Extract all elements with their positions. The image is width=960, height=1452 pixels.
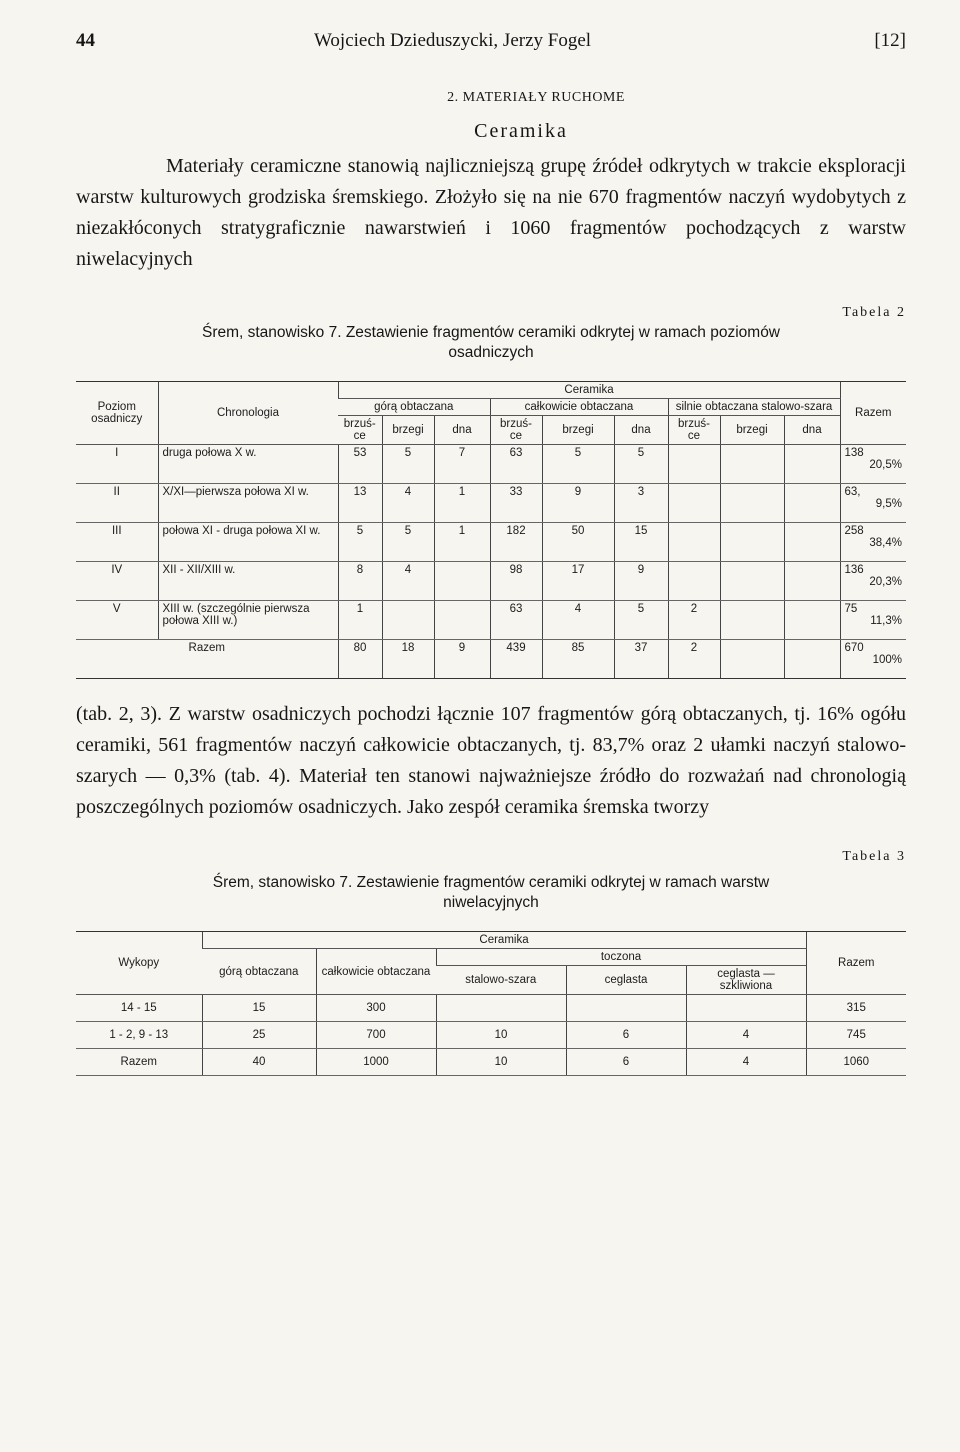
total-cell: 1060 xyxy=(806,1049,906,1076)
count-cell: 98 xyxy=(490,562,542,601)
count-cell: 37 xyxy=(614,640,668,679)
header-ceglasta: ceglasta xyxy=(566,966,686,995)
count-cell: 13 xyxy=(338,484,382,523)
count-cell: 25 xyxy=(202,1022,316,1049)
page xyxy=(76,30,906,1076)
count-cell: 9 xyxy=(614,562,668,601)
wykop-cell: 1 - 2, 9 - 13 xyxy=(76,1022,202,1049)
count-cell: 4 xyxy=(686,1022,806,1049)
total-count: 136 xyxy=(844,564,864,576)
count-cell: 2 xyxy=(668,601,720,640)
chronology-cell: połowa XI - druga połowa XI w. xyxy=(158,523,338,562)
chronology-cell: druga połowa X w. xyxy=(158,445,338,484)
table-row xyxy=(76,995,906,1022)
table-3-body xyxy=(76,995,906,1076)
count-cell xyxy=(784,523,840,562)
wykop-cell: Razem xyxy=(76,1049,202,1076)
paragraph-2-text: (tab. 2, 3). Z warstw osadniczych pochodzi łącznie 107 fragmentów górą obtaczanych, tj. 16% ogółu ceramiki, 561 fragmentów naczyń całkowicie obtaczanych, tj. 83,7% oraz 2 ułamki naczyń stalowo-szarych — 0,3% (tab. 4). Materiał ten stanowi najważniejsze źródło do rozważań nad chronologią poszczególnych poziomów osadniczych. Jako zespół ceramika śremska tworzy xyxy=(76,703,906,818)
count-cell: 9 xyxy=(542,484,614,523)
table-row xyxy=(76,1049,906,1076)
total-percent: 20,5% xyxy=(869,459,902,471)
table-3 xyxy=(76,931,906,1076)
count-cell: 10 xyxy=(436,1049,566,1076)
count-cell: 33 xyxy=(490,484,542,523)
header-razem: Razem xyxy=(806,932,906,995)
header-toczona: toczona xyxy=(436,949,806,966)
table-3-caption xyxy=(76,873,906,913)
level-cell: II xyxy=(76,484,158,523)
count-cell: 15 xyxy=(614,523,668,562)
subsection-title: Ceramika xyxy=(474,120,568,142)
paragraph-2 xyxy=(76,699,906,823)
count-cell: 439 xyxy=(490,640,542,679)
header-silnie-obtaczana: silnie obtaczana stalowo-szara xyxy=(668,399,840,416)
count-cell: 300 xyxy=(316,995,436,1022)
header-ceglasta-szkliwiona: ceglasta — szkliwiona xyxy=(686,966,806,995)
table-2-label: Tabela 2 xyxy=(842,305,906,320)
count-cell xyxy=(566,995,686,1022)
count-cell: 4 xyxy=(542,601,614,640)
count-cell: 8 xyxy=(338,562,382,601)
total-cell: 745 xyxy=(806,1022,906,1049)
count-cell xyxy=(720,445,784,484)
count-cell: 50 xyxy=(542,523,614,562)
count-cell: 85 xyxy=(542,640,614,679)
count-cell: 5 xyxy=(614,445,668,484)
count-cell: 5 xyxy=(614,601,668,640)
header-brzusce: brzuś-ce xyxy=(490,416,542,445)
table-2 xyxy=(76,381,906,679)
total-cell xyxy=(840,484,906,523)
header-brzegi: brzegi xyxy=(542,416,614,445)
count-cell: 6 xyxy=(566,1049,686,1076)
table-2-caption-line-2: osadniczych xyxy=(448,344,534,361)
count-cell: 40 xyxy=(202,1049,316,1076)
count-cell xyxy=(784,562,840,601)
count-cell xyxy=(720,484,784,523)
table-row xyxy=(76,523,906,562)
table-3-caption-line-1: Śrem, stanowisko 7. Zestawienie fragmentów ceramiki odkrytej w ramach warstw xyxy=(212,874,770,891)
count-cell: 1 xyxy=(434,484,490,523)
section-title: 2. MATERIAŁY RUCHOME xyxy=(447,90,625,105)
section-reference: [12] xyxy=(874,30,906,51)
header-dna: dna xyxy=(784,416,840,445)
table-2-caption-line-1: Śrem, stanowisko 7. Zestawienie fragmentów ceramiki odkrytej w ramach poziomów xyxy=(201,324,781,341)
count-cell: 182 xyxy=(490,523,542,562)
header-dna: dna xyxy=(614,416,668,445)
total-percent: 11,3% xyxy=(870,615,902,627)
count-cell xyxy=(720,601,784,640)
table-row xyxy=(76,601,906,640)
level-cell: IV xyxy=(76,562,158,601)
count-cell: 10 xyxy=(436,1022,566,1049)
count-cell: 17 xyxy=(542,562,614,601)
running-head-authors: Wojciech Dzieduszycki, Jerzy Fogel xyxy=(314,30,592,51)
sum-label-cell: Razem xyxy=(76,640,338,679)
count-cell: 53 xyxy=(338,445,382,484)
header-calkowicie-obtaczana: całkowicie obtaczana xyxy=(490,399,668,416)
header-poziom: Poziom osadniczy xyxy=(76,382,158,445)
total-count: 258 xyxy=(844,525,864,537)
header-ceramika: Ceramika xyxy=(338,382,840,399)
count-cell: 1000 xyxy=(316,1049,436,1076)
total-cell xyxy=(840,601,906,640)
count-cell xyxy=(434,601,490,640)
table-row xyxy=(76,1022,906,1049)
count-cell xyxy=(784,484,840,523)
chronology-cell: XIII w. (szczególnie pierwsza połowa XIII w.) xyxy=(158,601,338,640)
count-cell: 80 xyxy=(338,640,382,679)
count-cell xyxy=(382,601,434,640)
table-row xyxy=(76,484,906,523)
count-cell: 9 xyxy=(434,640,490,679)
table-2-caption xyxy=(76,323,906,363)
total-cell xyxy=(840,640,906,679)
header-brzegi: brzegi xyxy=(720,416,784,445)
table-2-body xyxy=(76,445,906,679)
count-cell: 1 xyxy=(434,523,490,562)
total-count: 670 xyxy=(844,642,864,654)
count-cell: 63 xyxy=(490,445,542,484)
total-count: 75 xyxy=(844,603,858,615)
table-3-caption-line-2: niwelacyjnych xyxy=(443,894,539,911)
header-stalowo-szara: stalowo-szara xyxy=(436,966,566,995)
count-cell xyxy=(686,995,806,1022)
count-cell: 7 xyxy=(434,445,490,484)
level-cell: III xyxy=(76,523,158,562)
count-cell: 5 xyxy=(382,445,434,484)
header-chronologia: Chronologia xyxy=(158,382,338,445)
count-cell xyxy=(434,562,490,601)
table-2-header-row-1 xyxy=(76,382,906,399)
count-cell xyxy=(668,445,720,484)
count-cell: 4 xyxy=(686,1049,806,1076)
count-cell xyxy=(784,601,840,640)
count-cell: 2 xyxy=(668,640,720,679)
chronology-cell: X/XI—pierwsza połowa XI w. xyxy=(158,484,338,523)
table-3-label: Tabela 3 xyxy=(842,849,906,864)
total-percent: 38,4% xyxy=(869,537,902,549)
count-cell xyxy=(436,995,566,1022)
total-count: 63, xyxy=(844,486,861,498)
header-dna: dna xyxy=(434,416,490,445)
header-gora-obtaczana: górą obtaczana xyxy=(338,399,490,416)
paragraph-1 xyxy=(76,151,906,275)
count-cell: 6 xyxy=(566,1022,686,1049)
count-cell: 5 xyxy=(542,445,614,484)
header-brzusce: brzuś-ce xyxy=(668,416,720,445)
header-calkowicie-obtaczana: całkowicie obtaczana xyxy=(316,949,436,995)
header-brzegi: brzegi xyxy=(382,416,434,445)
total-percent: 100% xyxy=(872,654,902,666)
header-gora-obtaczana: górą obtaczana xyxy=(202,949,316,995)
paragraph-1-text: Materiały ceramiczne stanowią najliczniejszą grupę źródeł odkrytych w trakcie eksploracji warstw kulturowych grodziska śremskiego. Złożyło się na nie 670 fragmentów naczyń wydobytych z niezakłóconych stratygraficznie nawarstwień i 1060 fragmentów pochodzących z warstw niwelacyjnych xyxy=(76,155,906,270)
table-row xyxy=(76,445,906,484)
running-head xyxy=(76,30,906,60)
level-cell: I xyxy=(76,445,158,484)
header-wykopy: Wykopy xyxy=(76,932,202,995)
count-cell: 4 xyxy=(382,484,434,523)
header-razem: Razem xyxy=(840,382,906,445)
wykop-cell: 14 - 15 xyxy=(76,995,202,1022)
header-ceramika: Ceramika xyxy=(202,932,806,949)
count-cell xyxy=(720,523,784,562)
count-cell xyxy=(668,484,720,523)
count-cell: 15 xyxy=(202,995,316,1022)
chronology-cell: XII - XII/XIII w. xyxy=(158,562,338,601)
total-percent: 20,3% xyxy=(869,576,902,588)
count-cell: 63 xyxy=(490,601,542,640)
count-cell xyxy=(720,640,784,679)
count-cell xyxy=(784,640,840,679)
page-number: 44 xyxy=(76,30,95,51)
total-cell xyxy=(840,523,906,562)
count-cell xyxy=(784,445,840,484)
count-cell: 5 xyxy=(338,523,382,562)
count-cell: 18 xyxy=(382,640,434,679)
table-3-header-row-1 xyxy=(76,932,906,949)
level-cell: V xyxy=(76,601,158,640)
total-cell: 315 xyxy=(806,995,906,1022)
total-cell xyxy=(840,562,906,601)
table-row xyxy=(76,562,906,601)
total-cell xyxy=(840,445,906,484)
count-cell: 4 xyxy=(382,562,434,601)
total-count: 138 xyxy=(844,447,864,459)
count-cell: 5 xyxy=(382,523,434,562)
count-cell: 700 xyxy=(316,1022,436,1049)
count-cell: 1 xyxy=(338,601,382,640)
count-cell xyxy=(668,562,720,601)
table-sum-row xyxy=(76,640,906,679)
count-cell xyxy=(668,523,720,562)
count-cell xyxy=(720,562,784,601)
total-percent: 9,5% xyxy=(875,498,902,510)
count-cell: 3 xyxy=(614,484,668,523)
header-brzusce: brzuś-ce xyxy=(338,416,382,445)
